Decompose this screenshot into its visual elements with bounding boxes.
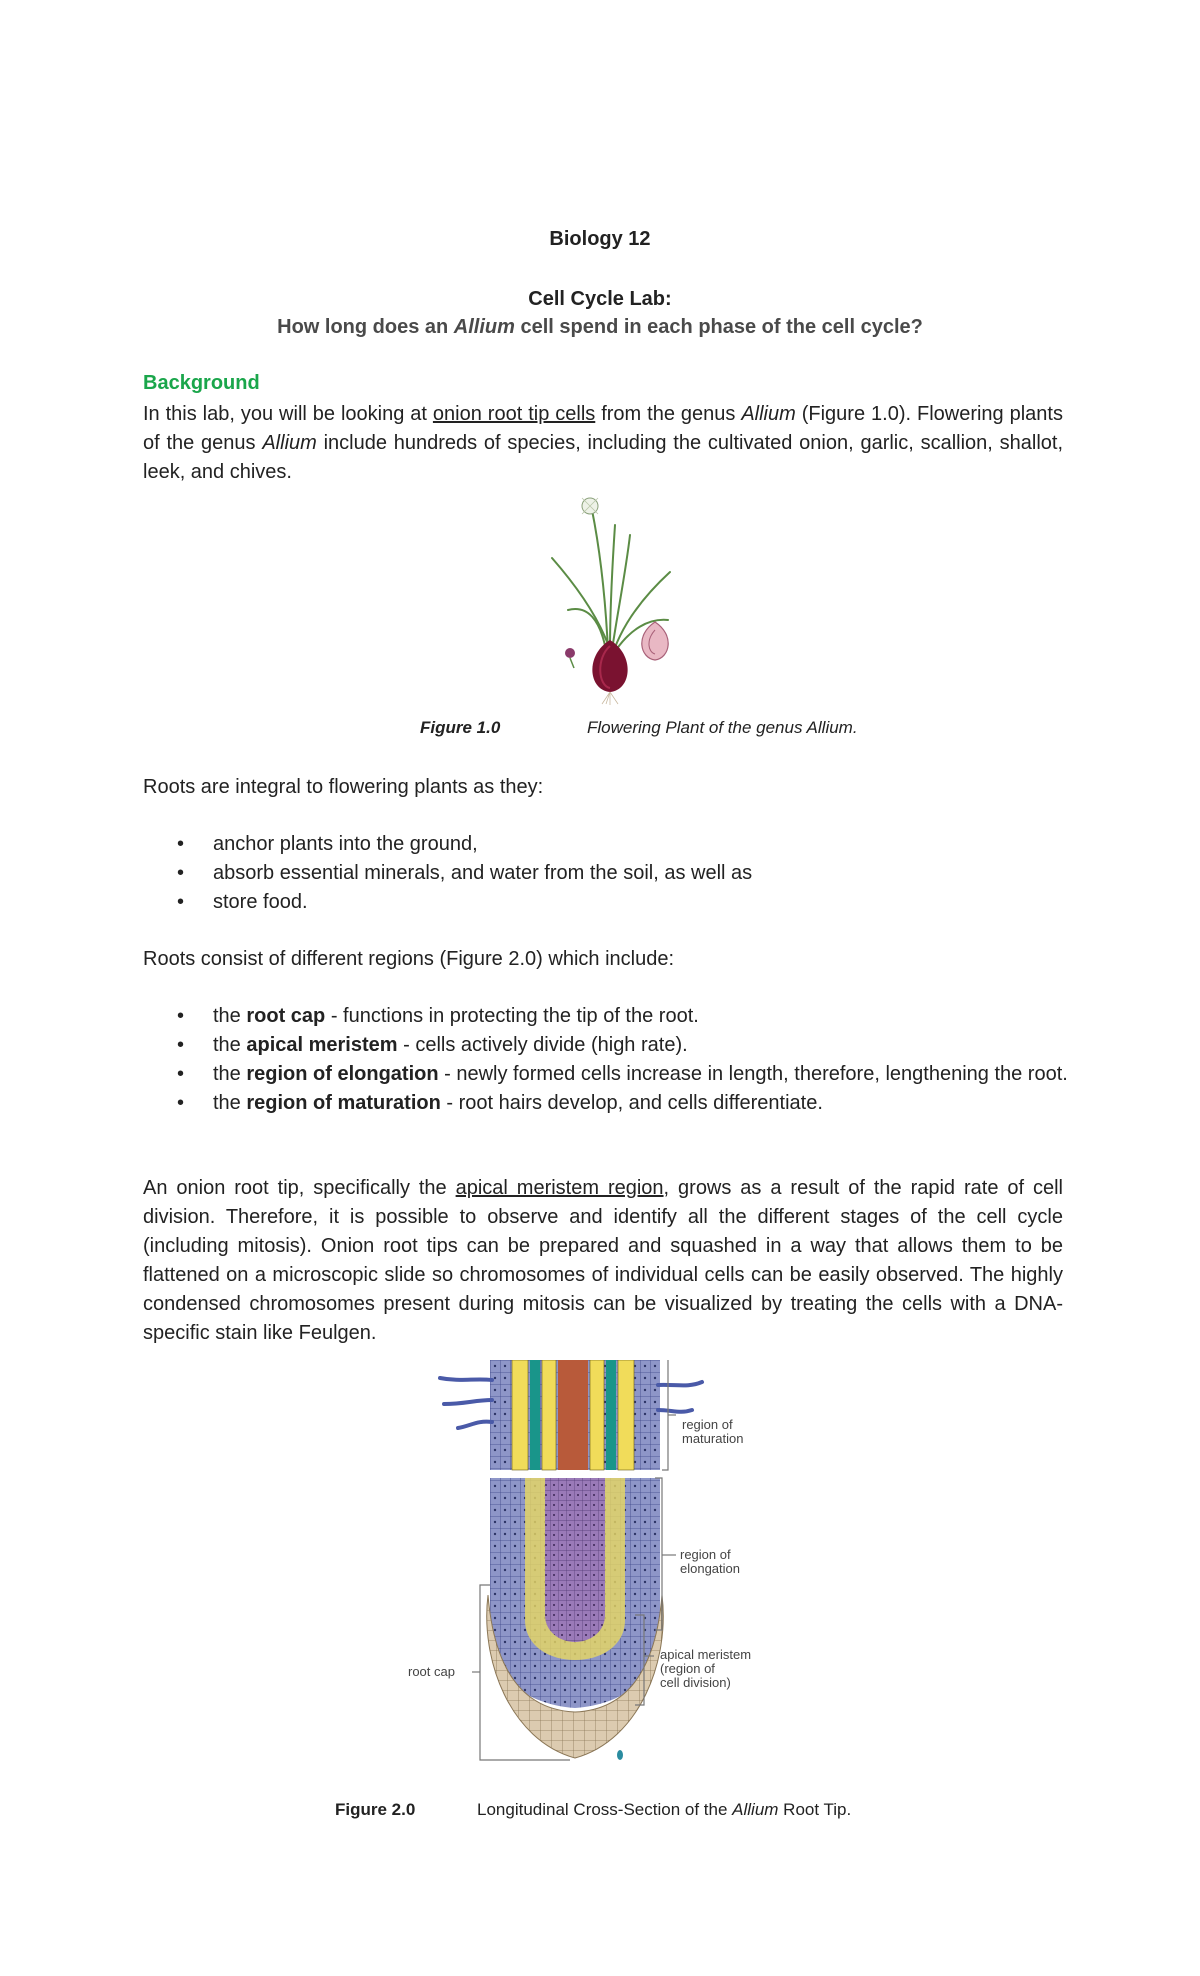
question-genus: Allium: [453, 316, 515, 338]
caption-text: Longitudinal Cross-Section of the: [477, 1800, 733, 1819]
allium-plant-illustration: [530, 490, 690, 705]
course-title: Biology 12: [549, 228, 651, 250]
list-item-text: store food.: [213, 891, 308, 913]
region-term: region of elongation: [246, 1063, 439, 1085]
regions-intro: Roots consist of different regions (Figure 2.0) which include:: [143, 948, 675, 970]
region-term: apical meristem: [246, 1034, 398, 1056]
list-item: [143, 830, 1083, 859]
genus-name: Allium: [262, 432, 317, 454]
text: An onion root tip, specifically the: [143, 1177, 456, 1199]
label-text: root cap: [408, 1664, 455, 1679]
bullet-icon: •: [177, 833, 185, 855]
bullet-icon: •: [177, 1034, 185, 1056]
root-tip-cross-section-diagram: [430, 1360, 840, 1770]
genus-name: Allium: [732, 1800, 779, 1819]
figure2-caption-text: [477, 1800, 851, 1820]
label-text: cell division): [660, 1675, 731, 1690]
bullet-icon: •: [177, 1063, 185, 1085]
text: the: [213, 1005, 247, 1027]
text: , grows as a result of the rapid rate of cell division. Therefore, it is possible to observe and identify all the different stages of the cell cycle (including mitosis). Onion root tips can be prepared and squashed in a way that allows them to be flattened on a microscopic slide so chromosomes of individual cells can be easily observed. The highly condensed chromosomes present during mitosis can be visualized by treating the cells with a DNA-specific stain like Feulgen.: [143, 1177, 1063, 1344]
question-text-end: cell spend in each phase of the cell cycle?: [514, 316, 923, 338]
list-item: [143, 1089, 1083, 1118]
label-text: region of: [680, 1547, 731, 1562]
list-item: [143, 888, 1083, 917]
label-region-of-elongation: [680, 1548, 740, 1576]
figure1-number: Figure 1.0: [420, 718, 501, 737]
label-apical-meristem: [660, 1648, 751, 1690]
bullet-icon: •: [177, 862, 185, 884]
text: In this lab, you will be looking at: [143, 403, 433, 425]
label-text: apical meristem: [660, 1647, 752, 1662]
region-term: region of maturation: [246, 1092, 441, 1114]
label-text: maturation: [682, 1431, 744, 1446]
list-item-text: absorb essential minerals, and water from the soil, as well as: [213, 862, 753, 884]
background-heading: Background: [143, 372, 260, 394]
label-root-cap: [408, 1665, 455, 1679]
figure2-number: Figure 2.0: [335, 1800, 416, 1819]
caption-text-end: Root Tip.: [778, 1800, 852, 1819]
text: include hundreds of species, including the cultivated onion, garlic, scallion, shallot, leek, and chives.: [143, 432, 1063, 483]
figure1-caption-text: Flowering Plant of the genus Allium.: [587, 718, 858, 737]
label-region-of-maturation: [682, 1418, 743, 1446]
text: the: [213, 1092, 247, 1114]
region-term: root cap: [246, 1005, 326, 1027]
bullet-icon: •: [177, 1005, 185, 1027]
region-description: - cells actively divide (high rate).: [397, 1034, 688, 1056]
text: from the genus: [595, 403, 742, 425]
list-item: [143, 1002, 1083, 1031]
roots-intro: Roots are integral to flowering plants as they:: [143, 776, 544, 798]
list-item-text: anchor plants into the ground,: [213, 833, 478, 855]
genus-name: Allium: [741, 403, 796, 425]
list-item: [143, 1031, 1083, 1060]
text: the: [213, 1063, 247, 1085]
region-description: - functions in protecting the tip of the root.: [325, 1005, 699, 1027]
label-text: (region of: [660, 1661, 715, 1676]
text: (Figure 1.0). Flowering plants of the genus: [143, 403, 1063, 454]
list-item: [143, 859, 1083, 888]
root-functions-list: [143, 830, 1083, 917]
lab-title: Cell Cycle Lab:: [528, 288, 672, 310]
question-text: How long does an: [277, 316, 454, 338]
underlined-term: onion root tip cells: [432, 403, 596, 425]
bullet-icon: •: [177, 1092, 185, 1114]
region-description: - root hairs develop, and cells differentiate.: [440, 1092, 823, 1114]
root-regions-list: [143, 1002, 1083, 1118]
label-text: elongation: [680, 1561, 740, 1576]
region-description: - newly formed cells increase in length, therefore, lengthening the root.: [438, 1063, 1068, 1085]
bullet-icon: •: [177, 891, 185, 913]
underlined-term: apical meristem region: [455, 1177, 664, 1199]
background-paragraph: [143, 400, 1063, 487]
label-text: region of: [682, 1417, 733, 1432]
text: the: [213, 1034, 247, 1056]
lab-question: [0, 316, 1200, 339]
onion-root-paragraph: [143, 1174, 1063, 1348]
list-item: [143, 1060, 1083, 1089]
